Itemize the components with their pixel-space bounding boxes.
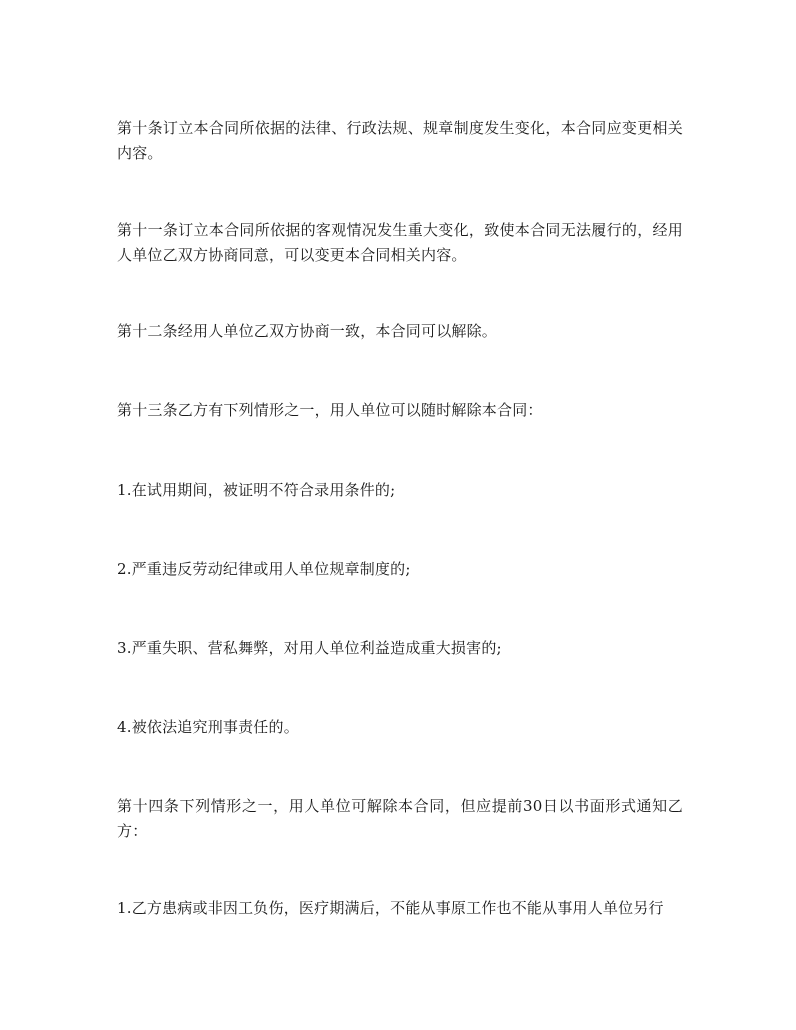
article-10-paragraph: 第十条订立本合同所依据的法律、行政法规、规章制度发生变化，本合同应变更相关内容。 — [117, 119, 683, 162]
article-11-paragraph: 第十一条订立本合同所依据的客观情况发生重大变化，致使本合同无法履行的，经用人单位乙双方协商同意，可以变更本合同相关内容。 — [117, 221, 683, 264]
article-14-paragraph: 第十四条下列情形之一，用人单位可解除本合同，但应提前30日以书面形式通知乙方： — [117, 797, 683, 840]
list-item-4: 4.被依法追究刑事责任的。 — [117, 718, 299, 736]
article-14-list-item-1: 1.乙方患病或非因工负伤，医疗期满后，不能从事原工作也不能从事用人单位另行 — [117, 899, 664, 917]
list-item-3: 3.严重失职、营私舞弊，对用人单位利益造成重大损害的; — [117, 639, 502, 657]
list-item-2: 2.严重违反劳动纪律或用人单位规章制度的; — [117, 560, 411, 578]
article-12-paragraph: 第十二条经用人单位乙双方协商一致，本合同可以解除。 — [117, 322, 498, 340]
list-item-1: 1.在试用期间，被证明不符合录用条件的; — [117, 481, 396, 499]
article-13-paragraph: 第十三条乙方有下列情形之一，用人单位可以随时解除本合同： — [117, 401, 543, 419]
